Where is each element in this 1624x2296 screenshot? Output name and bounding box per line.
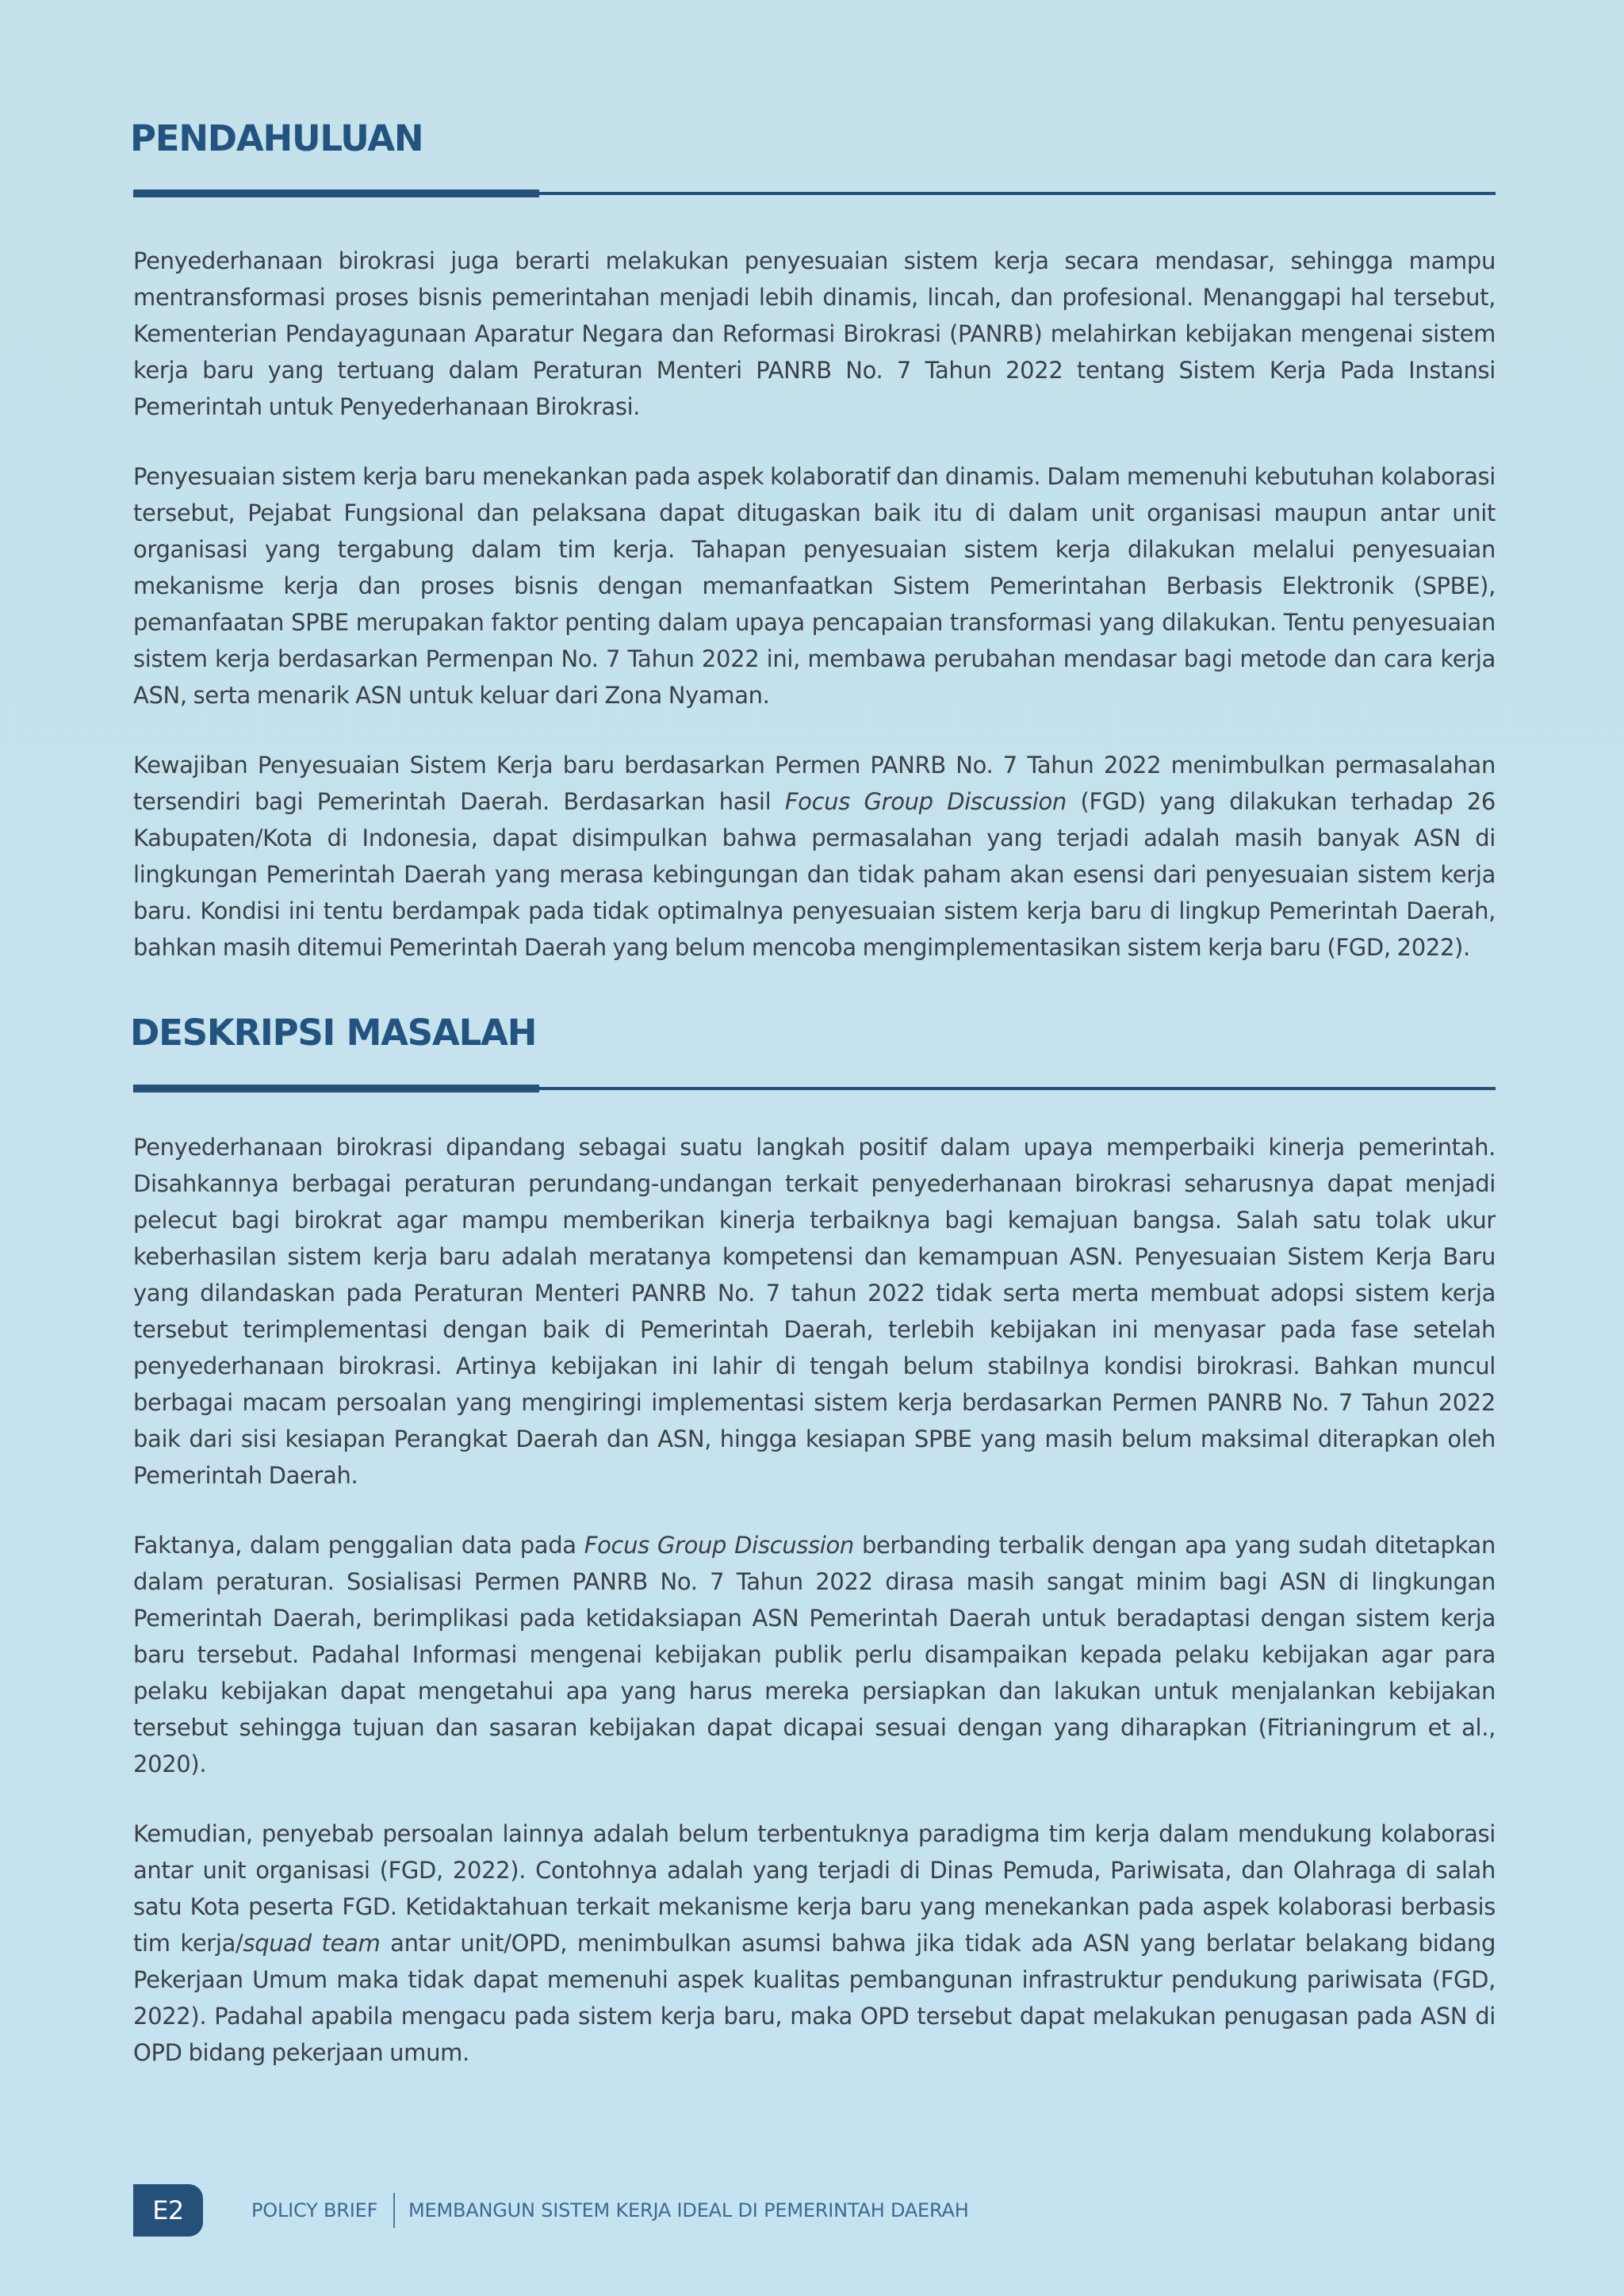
footer-label: POLICY BRIEF (251, 2199, 378, 2221)
paragraph-pendahuluan-2: Penyesuaian sistem kerja baru menekankan pada aspek kolaboratif dan dinamis. Dalam memenuhi kebutuhan kolaborasi tersebut, Pejabat Fungsional dan pelaksana dapat ditugaskan baik itu di dalam unit organisasi maupun antar unit organisasi yang tergabung dalam tim kerja. Tahapan penyesuaian sistem kerja dilakukan melalui penyesuaian mekanisme kerja dan proses bisnis dengan memanfaatkan Sistem Pemerintahan Berbasis Elektronik (SPBE), pemanfaatan SPBE merupakan faktor penting dalam upaya pencapaian transformasi yang dilakukan. Tentu penyesuaian sistem kerja berdasarkan Permenpan No. 7 Tahun 2022 ini, membawa perubahan mendasar bagi metode dan cara kerja ASN, serta menarik ASN untuk keluar dari Zona Nyaman. (133, 463, 1496, 709)
divider-accent (133, 1085, 539, 1093)
paragraph-deskripsi-1: Penyederhanaan birokrasi dipandang sebagai suatu langkah positif dalam upaya memperbaiki kinerja pemerintah. Disahkannya berbagai peraturan perundang-undangan terkait penyederhanaan birokrasi seharusnya dapat menjadi pelecut bagi birokrat agar mampu memberikan kinerja terbaiknya bagi kemajuan bangsa. Salah satu tolak ukur keberhasilan sistem kerja baru adalah meratanya kompetensi dan kemampuan ASN. Penyesuaian Sistem Kerja Baru yang dilandaskan pada Peraturan Menteri PANRB No. 7 tahun 2022 tidak serta merta membuat adopsi sistem kerja tersebut terimplementasi dengan baik di Pemerintah Daerah, terlebih kebijakan ini menyasar pada fase setelah penyederhanaan birokrasi. Artinya kebijakan ini lahir di tengah belum stabilnya kondisi birokrasi. Bahkan muncul berbagai macam persoalan yang mengiringi implementasi sistem kerja berdasarkan Permen PANRB No. 7 Tahun 2022 baik dari sisi kesiapan Perangkat Daerah dan ASN, hingga kesiapan SPBE yang masih belum maksimal diterapkan oleh Pemerintah Daerah. (133, 1134, 1496, 1489)
page-number-badge: E2 (133, 2184, 203, 2237)
paragraph-pendahuluan-1: Penyederhanaan birokrasi juga berarti melakukan penyesuaian sistem kerja secara mendasar, sehingga mampu mentransformasi proses bisnis pemerintahan menjadi lebih dinamis, lincah, dan profesional. Menanggapi hal tersebut, Kementerian Pendayagunaan Aparatur Negara dan Reformasi Birokrasi (PANRB) melahirkan kebijakan mengenai sistem kerja baru yang tertuang dalam Peraturan Menteri PANRB No. 7 Tahun 2022 tentang Sistem Kerja Pada Instansi Pemerintah untuk Penyederhanaan Birokrasi. (133, 247, 1496, 420)
divider-accent (133, 189, 539, 197)
section-divider-deskripsi-masalah (133, 1085, 1496, 1093)
paragraph-deskripsi-2: Faktanya, dalam penggalian data pada Focus Group Discussion berbanding terbalik dengan apa yang sudah ditetapkan dalam peraturan. Sosialisasi Permen PANRB No. 7 Tahun 2022 dirasa masih sangat minim bagi ASN di lingkungan Pemerintah Daerah, berimplikasi pada ketidaksiapan ASN Pemerintah Daerah untuk beradaptasi dengan sistem kerja baru tersebut. Padahal Informasi mengenai kebijakan publik perlu disampaikan kepada pelaku kebijakan agar para pelaku kebijakan dapat mengetahui apa yang harus mereka persiapkan dan lakukan untuk menjalankan kebijakan tersebut sehingga tujuan dan sasaran kebijakan dapat dicapai sesuai dengan yang diharapkan (Fitrianingrum et al., 2020). (133, 1532, 1496, 1777)
section-title-deskripsi-masalah: DESKRIPSI MASALAH (130, 1012, 537, 1054)
section-divider-pendahuluan (133, 189, 1496, 197)
paragraph-deskripsi-3: Kemudian, penyebab persoalan lainnya adalah belum terbentuknya paradigma tim kerja dalam mendukung kolaborasi antar unit organisasi (FGD, 2022). Contohnya adalah yang terjadi di Dinas Pemuda, Pariwisata, dan Olahraga di salah satu Kota peserta FGD. Ketidaktahuan terkait mekanisme kerja baru yang menekankan pada aspek kolaborasi berbasis tim kerja/squad team antar unit/OPD, menimbulkan asumsi bahwa jika tidak ada ASN yang berlatar belakang bidang Pekerjaan Umum maka tidak dapat memenuhi aspek kualitas pembangunan infrastruktur pendukung pariwisata (FGD, 2022). Padahal apabila mengacu pada sistem kerja baru, maka OPD tersebut dapat melakukan penugasan pada ASN di OPD bidang pekerjaan umum. (133, 1820, 1496, 2066)
paragraph-pendahuluan-3: Kewajiban Penyesuaian Sistem Kerja baru berdasarkan Permen PANRB No. 7 Tahun 2022 menimbulkan permasalahan tersendiri bagi Pemerintah Daerah. Berdasarkan hasil Focus Group Discussion (FGD) yang dilakukan terhadap 26 Kabupaten/Kota di Indonesia, dapat disimpulkan bahwa permasalahan yang terjadi adalah masih banyak ASN di lingkungan Pemerintah Daerah yang merasa kebingungan dan tidak paham akan esensi dari penyesuaian sistem kerja baru. Kondisi ini tentu berdampak pada tidak optimalnya penyesuaian sistem kerja baru di lingkup Pemerintah Daerah, bahkan masih ditemui Pemerintah Daerah yang belum mencoba mengimplementasikan sistem kerja baru (FGD, 2022). (133, 752, 1496, 961)
footer-separator (393, 2193, 395, 2228)
section-title-pendahuluan: PENDAHULUAN (130, 117, 423, 159)
footer-document-title: MEMBANGUN SISTEM KERJA IDEAL DI PEMERINTAH DAERAH (408, 2199, 969, 2221)
